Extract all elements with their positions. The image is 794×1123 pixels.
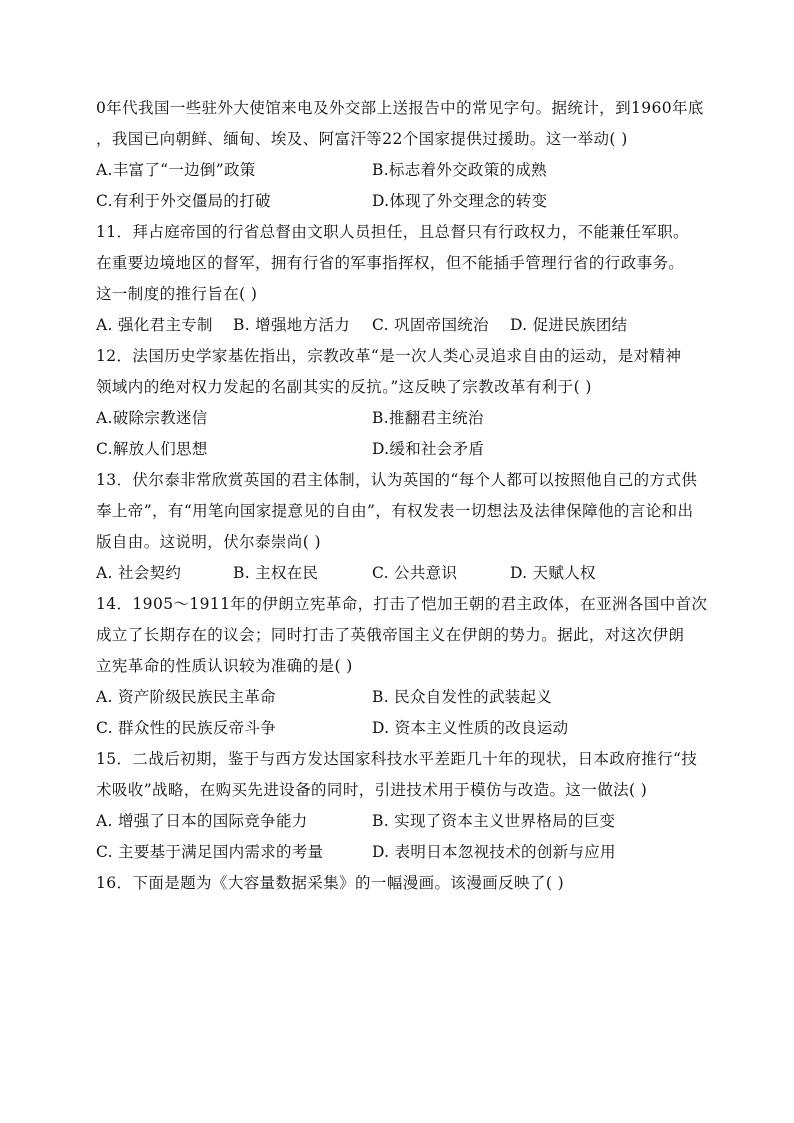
q12-line-2: 领域内的绝对权力发起的名副其实的反抗。”这反映了宗教改革有利于( ) (96, 378, 592, 396)
q15-option-b[interactable]: B. 实现了资本主义世界格局的巨变 (372, 812, 616, 830)
q10-option-d[interactable]: D.体现了外交理念的转变 (372, 192, 548, 210)
q12-option-c[interactable]: C.解放人们思想 (96, 440, 208, 458)
q13-option-c[interactable]: C. 公共意识 (372, 564, 458, 582)
q11-line-1: 11．拜占庭帝国的行省总督由文职人员担任，且总督只有行政权力，不能兼任军职。 (96, 223, 689, 241)
q13-option-a[interactable]: A. 社会契约 (96, 564, 182, 582)
q10-line-2: ，我国已向朝鲜、缅甸、埃及、阿富汗等22个国家提供过援助。这一举动( ) (96, 130, 628, 148)
q14-line-3: 立宪革命的性质认识较为准确的是( ) (96, 657, 353, 675)
q15-option-c[interactable]: C. 主要基于满足国内需求的考量 (96, 843, 324, 861)
q11-option-d[interactable]: D. 促进民族团结 (510, 316, 628, 334)
q11-line-3: 这一制度的推行旨在( ) (96, 285, 258, 303)
q14-option-d[interactable]: D. 资本主义性质的改良运动 (372, 719, 569, 737)
q13-line-1: 13．伏尔泰非常欣赏英国的君主体制，认为英国的“每个人都可以按照他自己的方式供 (96, 471, 698, 489)
q14-line-2: 成立了长期存在的议会；同时打击了英俄帝国主义在伊朗的势力。据此，对这次伊朗 (96, 626, 685, 644)
q13-option-b[interactable]: B. 主权在民 (233, 564, 319, 582)
q12-option-d[interactable]: D.缓和社会矛盾 (372, 440, 485, 458)
q14-line-1: 14．1905～1911年的伊朗立宪革命，打击了恺加王朝的君主政体，在亚洲各国中首次 (96, 595, 708, 613)
q14-option-c[interactable]: C. 群众性的民族反帝斗争 (96, 719, 277, 737)
q12-line-1: 12．法国历史学家基佐指出，宗教改革“是一次人类心灵追求自由的运动，是对精神 (96, 347, 682, 365)
q10-option-a[interactable]: A.丰富了“一边倒”政策 (96, 161, 256, 179)
q10-option-c[interactable]: C.有利于外交僵局的打破 (96, 192, 271, 210)
q16-line-1: 16．下面是题为《大容量数据采集》的一幅漫画。该漫画反映了( ) (96, 874, 565, 892)
q11-option-c[interactable]: C. 巩固帝国统治 (372, 316, 489, 334)
q13-line-2: 奉上帝”，有“用笔向国家提意见的自由”，有权发表一切想法及法律保障他的言论和出 (96, 502, 694, 520)
q15-line-1: 15．二战后初期，鉴于与西方发达国家科技水平差距几十年的现状，日本政府推行“技 (96, 750, 698, 768)
q15-line-2: 术吸收”战略，在购买先进设备的同时，引进技术用于模仿与改造。这一做法( ) (96, 781, 648, 799)
q12-option-a[interactable]: A.破除宗教迷信 (96, 409, 208, 427)
q14-option-b[interactable]: B. 民众自发性的武装起义 (372, 688, 553, 706)
q15-option-d[interactable]: D. 表明日本忽视技术的创新与应用 (372, 843, 616, 861)
q10-option-b[interactable]: B.标志着外交政策的成熟 (372, 161, 547, 179)
q14-option-a[interactable]: A. 资产阶级民族民主革命 (96, 688, 276, 706)
q13-line-3: 版自由。这说明，伏尔泰崇尚( ) (96, 533, 321, 551)
q11-option-b[interactable]: B. 增强地方活力 (233, 316, 350, 334)
q10-line-1: 0年代我国一些驻外大使馆来电及外交部上送报告中的常见字句。据统计，到1960年底 (96, 99, 704, 117)
q11-option-a[interactable]: A. 强化君主专制 (96, 316, 213, 334)
q12-option-b[interactable]: B.推翻君主统治 (372, 409, 484, 427)
q13-option-d[interactable]: D. 天赋人权 (510, 564, 596, 582)
q11-line-2: 在重要边境地区的督军，拥有行省的军事指挥权，但不能插手管理行省的行政事务。 (96, 254, 685, 272)
q15-option-a[interactable]: A. 增强了日本的国际竞争能力 (96, 812, 308, 830)
